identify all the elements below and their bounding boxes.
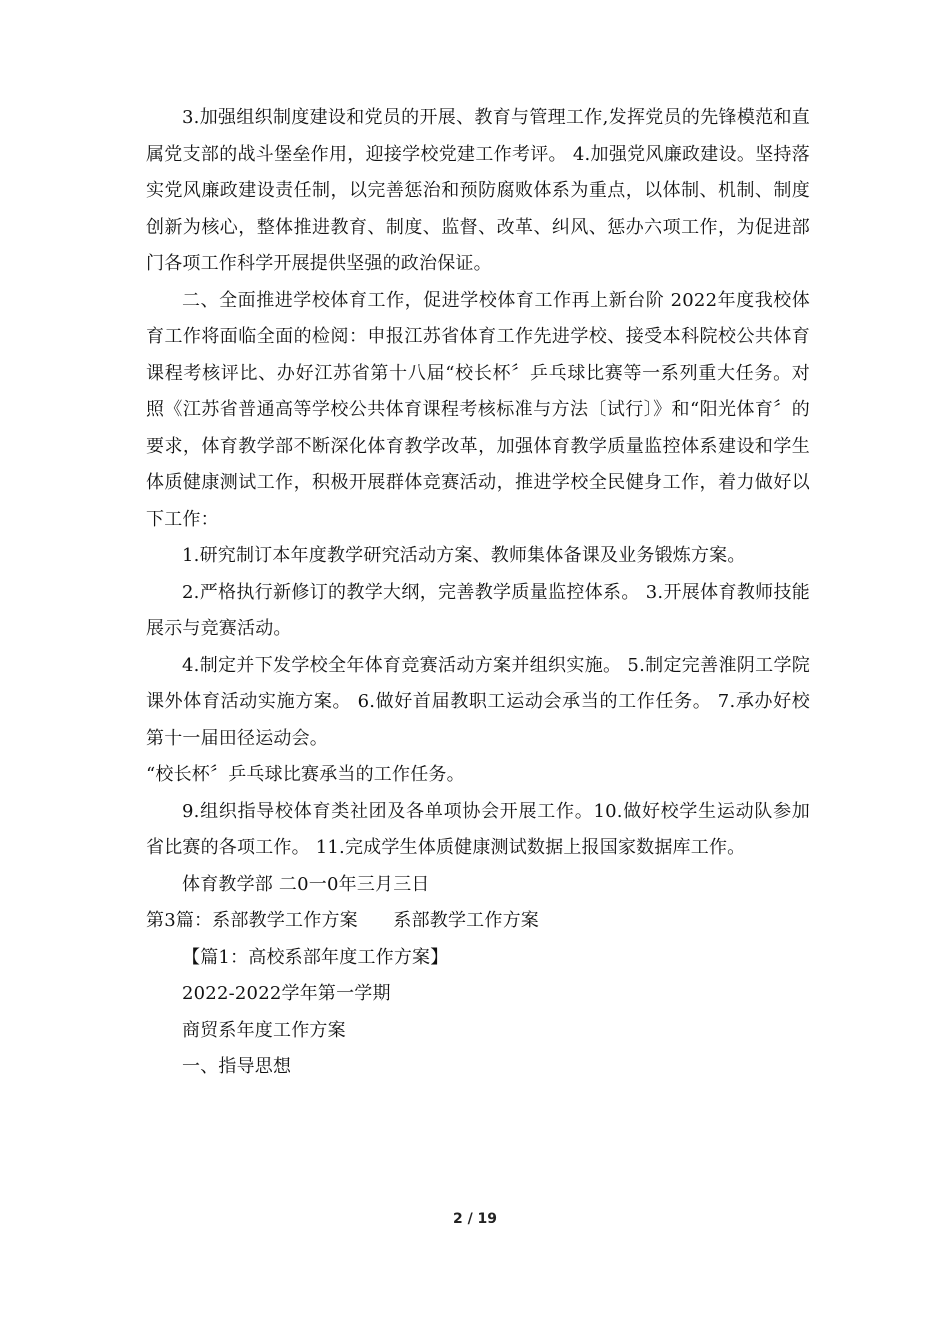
paragraph-party-building: 3.加强组织制度建设和党员的开展、教育与管理工作,发挥党员的先锋模范和直属党支部的战斗堡垒作用，迎接学校党建工作考评。 4.加强党风廉政建设。坚持落实党风廉政建设责任制，以完善惩治和预防腐败体系为重点，以体制、机制、制度创新为核心，整体推进教育、制度、监督、改革、纠风、惩办六项工作，为促进部门各项工作科学开展提供坚强的政治保证。 <box>146 107 810 274</box>
signature-line: 体育教学部 二0一0年三月三日 <box>182 873 430 895</box>
list-item-1: 1.研究制订本年度教学研究活动方案、教师集体备课及业务锻炼方案。 <box>182 545 746 566</box>
list-item-4-7: 4.制定并下发学校全年体育竞赛活动方案并组织实施。 5.制定完善淮阴工学院课外体育活动实施方案。 6.做好首届教职工运动会承当的工作任务。 7.承办好校第十一届田径运动会。 <box>146 654 810 749</box>
section-heading: 第3篇：系部教学工作方案 系部教学工作方案 <box>146 910 539 931</box>
subsection-title: 【篇1：高校系部年度工作方案】 <box>182 946 449 968</box>
list-item-9-11: 9.组织指导校体育类社团及各单项协会开展工作。10.做好校学生运动队参加省比赛的各项工作。 11.完成学生体质健康测试数据上报国家数据库工作。 <box>146 800 810 858</box>
guiding-ideology-heading: 一、指导思想 <box>182 1056 292 1077</box>
academic-term: 2022-2022学年第一学期 <box>182 983 391 1004</box>
document-body <box>146 100 810 1086</box>
list-item-2-3: 2.严格执行新修订的教学大纲，完善教学质量监控体系。 3.开展体育教师技能展示与竞赛活动。 <box>146 581 810 639</box>
paragraph-sports-work-intro: 二、全面推进学校体育工作，促进学校体育工作再上新台阶 2022年度我校体育工作将面临全面的检阅：申报江苏省体育工作先进学校、接受本科院校公共体育课程考核评比、办好江苏省第十八届“校长杯〞乒乓球比赛等一系列重大任务。对照《江苏省普通高等学校公共体育课程考核标准与方法〔试行〕》和“阳光体育〞的要求，体育教学部不断深化体育教学改革，加强体育教学质量监控体系建设和学生体质健康测试工作，积极开展群体竞赛活动，推进学校全民健身工作，着力做好以下工作： <box>146 289 810 530</box>
plan-title: 商贸系年度工作方案 <box>182 1019 346 1041</box>
list-item-8: “校长杯〞乒乓球比赛承当的工作任务。 <box>146 764 465 785</box>
page-number: 2 / 19 <box>452 1211 498 1227</box>
